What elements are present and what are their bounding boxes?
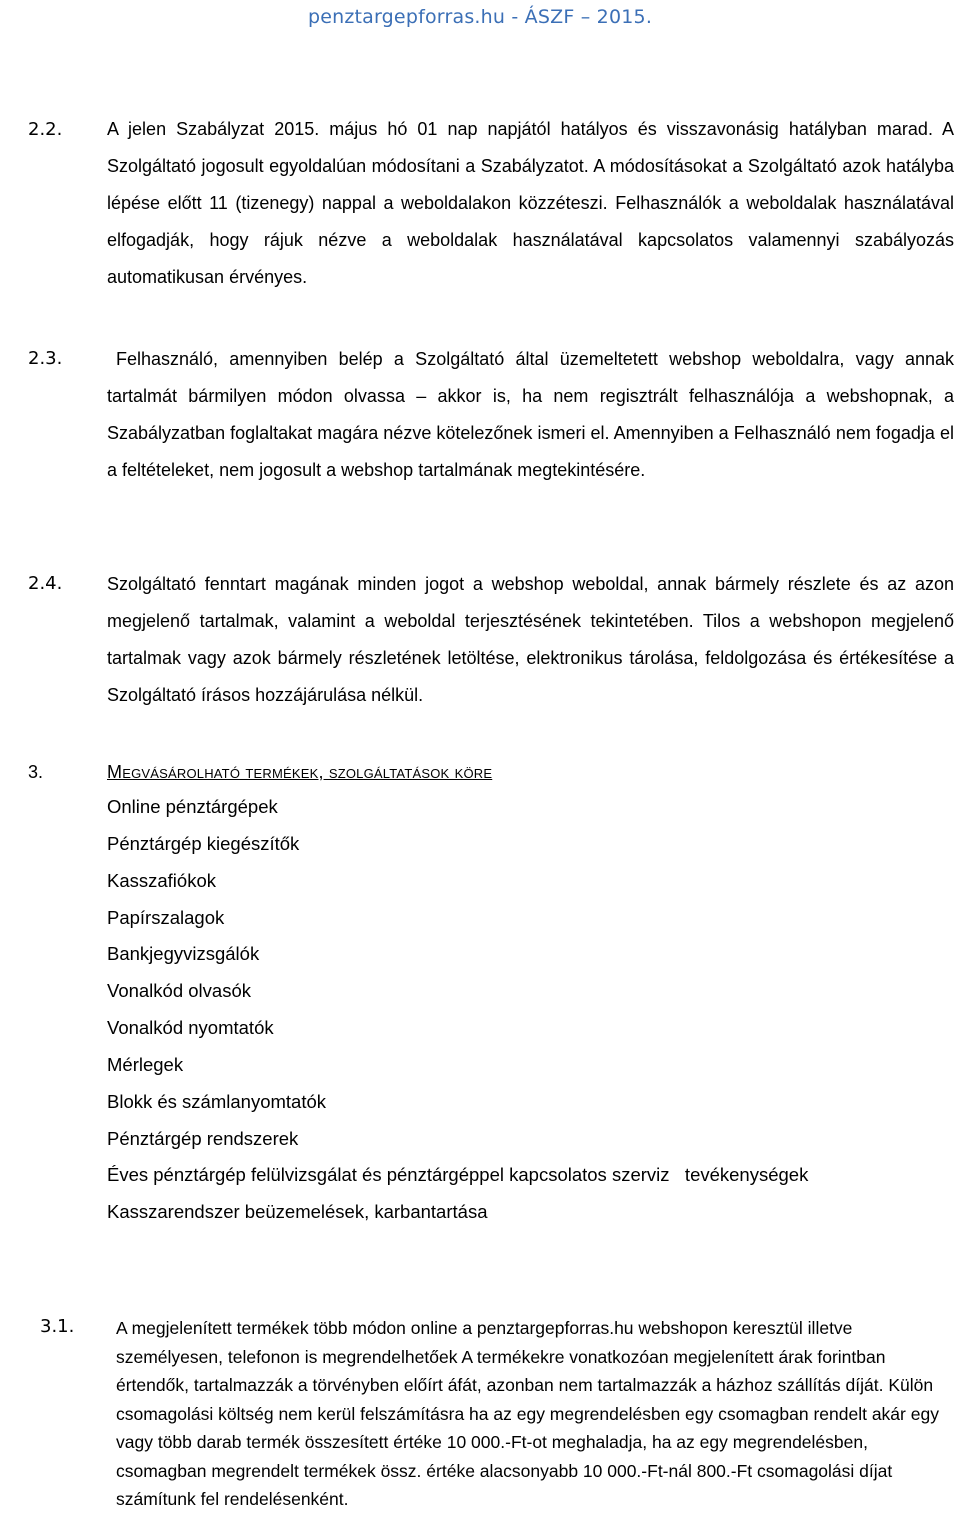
section-text-2-4: Szolgáltató fenntart magának minden jogot a webshop weboldal, annak bármely részlete és az azon megjelenő tartalmak, valamint a weboldal terjesztésének tekintetében. Tilos a webshopon megjelenő tartalmak vagy azok bármely részletének letöltése, elektronikus tárolása, feldolgozása és értékesítése a Szolgáltató írásos hozzájárulása nélkül.: [107, 574, 954, 705]
section-number-2-4: 2.4.: [28, 573, 63, 594]
list-item: Bankjegyvizsgálók: [107, 943, 260, 965]
section-text-2-2: A jelen Szabályzat 2015. május hó 01 nap napjától hatályos és visszavonásig hatályban marad. A Szolgáltató jogosult egyoldalúan módosítani a Szabályzatot. A módosításokat a Szolgáltató azok hatályba lépése előtt 11 (tizenegy) nappal a weboldalakon közzéteszi. Felhasználók a weboldalak használatával elfogadják, hogy rájuk nézve a weboldalak használatával kapcsolatos valamennyi szabályozás automatikusan érvényes.: [107, 119, 954, 287]
product-list: [107, 793, 957, 1235]
section-title-3: Megvásárolható termékek, szolgáltatások köre: [107, 762, 493, 782]
list-item: Pénztárgép kiegészítők: [107, 832, 300, 854]
section-text-3-1: A megjelenített termékek több módon online a penztargepforras.hu webshopon keresztül illetve személyesen, telefonon is megrendelhetőek A termékekre vonatkozóan megjelenített árak forintban értendők, tartalmazzák a törvényben előírt áfát, azonban nem tartalmazzák a házhoz szállítás díját. Külön csomagolási költség nem kerül felszámításra ha az egy megrendelésben egy csomagban rendelt akár egy vagy több darab termék összesített értéke 10 000.-Ft-ot meghaladja, ha az egy megrendelésben, csomagban megrendelt termékek össz. értéke alacsonyabb 10 000.-Ft-nál 800.-Ft csomagolási díjat számítunk fel rendelésenként.: [116, 1318, 939, 1509]
section-number-3: 3.: [28, 762, 44, 782]
list-item: Éves pénztárgép felülvizsgálat és pénztárgéppel kapcsolatos szerviz tevékenységek: [107, 1164, 809, 1186]
list-item: Online pénztárgépek: [107, 796, 278, 817]
list-item: Vonalkód olvasók: [107, 980, 251, 1002]
section-number-3-1: 3.1.: [40, 1316, 75, 1337]
list-item: Pénztárgép rendszerek: [107, 1127, 299, 1149]
section-text-2-3: Felhasználó, amennyiben belép a Szolgáltató által üzemeltetett webshop weboldalra, vagy annak tartalmát bármilyen módon olvassa – akkor is, ha nem regisztrált felhasználója a webshopnak, a Szabályzatban foglaltakat magára nézve kötelezőnek ismeri el. Amennyiben a Felhasználó nem fogadja el a feltételeket, nem jogosult a webshop tartalmának megtekintésére.: [107, 349, 954, 480]
section-number-2-2: 2.2.: [28, 119, 63, 140]
list-item: Papírszalagok: [107, 906, 225, 928]
list-item: Vonalkód nyomtatók: [107, 1017, 274, 1039]
list-item: Kasszafiókok: [107, 869, 216, 891]
list-item: Mérlegek: [107, 1053, 184, 1075]
list-item: Blokk és számlanyomtatók: [107, 1090, 327, 1112]
page-header: penztargepforras.hu - ÁSZF – 2015.: [307, 6, 653, 28]
section-number-2-3: 2.3.: [28, 348, 63, 369]
list-item: Kasszarendszer beüzemelések, karbantartása: [107, 1201, 488, 1223]
